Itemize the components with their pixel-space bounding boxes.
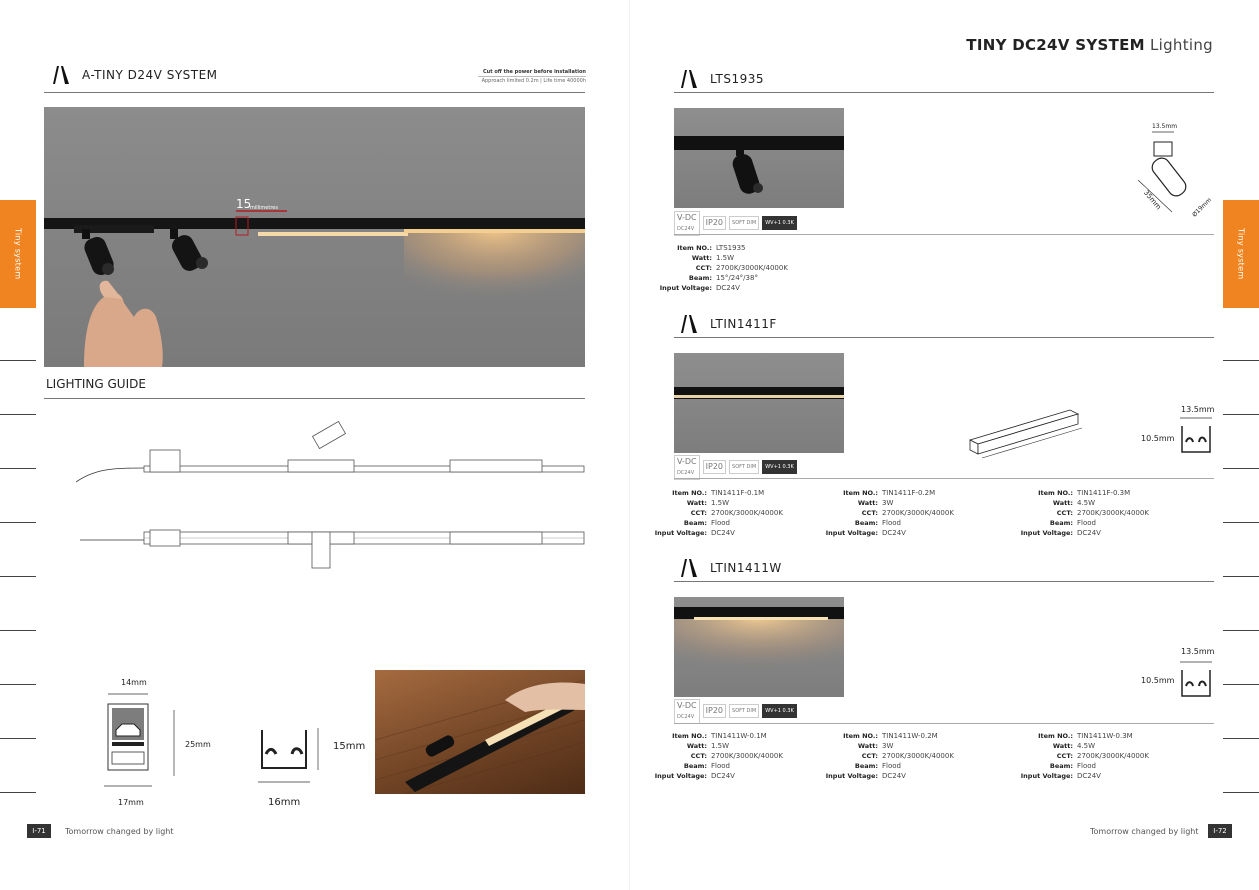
- lts1935-illustration: [674, 108, 844, 208]
- spec-row: [643, 771, 783, 781]
- right-tick: [1223, 468, 1259, 469]
- ip-badge: IP20: [703, 216, 726, 230]
- spec-key: Input Voltage:: [825, 529, 878, 537]
- spec-value: 4.5W: [1077, 742, 1096, 750]
- left-side-tab-label: Tiny system: [13, 228, 23, 280]
- spec-key: Item NO.:: [672, 489, 707, 497]
- spec-value: DC24V: [882, 772, 906, 780]
- ltin1411f-dim-w: 13.5mm: [1181, 405, 1215, 414]
- ltin1411w-illustration: [674, 597, 844, 697]
- right-page-title: [966, 36, 1213, 54]
- notice-line-2: Approach limited 0.2m | Life time 40000h: [478, 76, 586, 85]
- product-rule: [674, 337, 1214, 338]
- section-title: A-TINY D24V SYSTEM: [82, 68, 218, 82]
- spec-value: Flood: [882, 519, 901, 527]
- brand-logo-icon: [678, 557, 700, 579]
- spec-key: CCT:: [690, 509, 707, 517]
- install-notice: [478, 68, 586, 85]
- spec-value: LTS1935: [716, 244, 746, 252]
- spec-key: Input Voltage:: [1020, 772, 1073, 780]
- right-tick: [1223, 630, 1259, 631]
- spread-divider: [629, 0, 630, 890]
- spec-key: Beam:: [1049, 762, 1073, 770]
- right-tick: [1223, 414, 1259, 415]
- spec-row: [1009, 528, 1149, 538]
- spec-value: 2700K/3000K/4000K: [882, 509, 954, 517]
- spec-key: Watt:: [686, 742, 707, 750]
- spec-value: 2700K/3000K/4000K: [882, 752, 954, 760]
- spec-value: Flood: [1077, 519, 1096, 527]
- spec-value: Flood: [711, 519, 730, 527]
- lighting-guide-title: LIGHTING GUIDE: [46, 377, 146, 391]
- right-tick: [1223, 522, 1259, 523]
- spec-key: CCT:: [1056, 509, 1073, 517]
- product-header-ltin1411w: [678, 557, 782, 579]
- spec-key: Watt:: [857, 499, 878, 507]
- vdc-badge: [674, 455, 700, 480]
- ltin1411f-spec-2: [814, 488, 954, 538]
- spec-rule: [674, 234, 1214, 235]
- spec-key: CCT:: [861, 752, 878, 760]
- product-rule: [674, 92, 1214, 93]
- channel-section-drawing: [256, 724, 326, 790]
- product-header-ltin1411f: [678, 313, 777, 335]
- vdc-badge: [674, 211, 700, 236]
- spec-row: [814, 751, 954, 761]
- spec-key: Input Voltage:: [1020, 529, 1073, 537]
- title-bold: TINY DC24V SYSTEM: [966, 36, 1145, 54]
- dim-badge: SOFT DIM: [729, 460, 759, 474]
- ltin1411w-section: [1176, 658, 1216, 698]
- profile-bottom-dim: 17mm: [118, 798, 144, 807]
- spec-key: Beam:: [683, 519, 707, 527]
- header-rule: [44, 92, 585, 93]
- channel-bottom-dim: 16mm: [268, 797, 301, 808]
- left-section-header: [50, 64, 218, 86]
- left-tick: [0, 468, 36, 469]
- vdc-badge-label: V-DC: [677, 456, 697, 466]
- hero-label-small: millimetres: [250, 205, 278, 211]
- spec-value: 1.5W: [716, 254, 735, 262]
- energy-badge: WV+1 0.3K: [762, 216, 797, 230]
- right-tick: [1223, 360, 1259, 361]
- spec-key: Beam:: [688, 274, 712, 282]
- brand-logo-icon: [678, 313, 700, 335]
- ltin1411f-spec-3: [1009, 488, 1149, 538]
- ltin1411w-photo: [674, 597, 844, 697]
- ltin1411f-illustration: [674, 353, 844, 453]
- wood-illustration: [375, 670, 585, 794]
- spec-row: [814, 518, 954, 528]
- vdc-badge-sub: DC24V: [677, 225, 695, 232]
- spec-row: [814, 508, 954, 518]
- spec-row: [643, 731, 783, 741]
- spec-value: 3W: [882, 499, 894, 507]
- hero-photo: [44, 107, 585, 367]
- spec-key: Item NO.:: [843, 489, 878, 497]
- lts1935-spec: [648, 243, 788, 293]
- spec-key: Item NO.:: [1038, 732, 1073, 740]
- spec-row: [643, 761, 783, 771]
- spec-value: TIN1411W-0.1M: [711, 732, 767, 740]
- right-tick: [1223, 576, 1259, 577]
- spec-value: Flood: [711, 762, 730, 770]
- ltin1411f-3d-drawing: [966, 404, 1086, 464]
- spec-row: [648, 263, 788, 273]
- spec-value: TIN1411F-0.3M: [1077, 489, 1131, 497]
- right-tick: [1223, 792, 1259, 793]
- badge-row: [674, 212, 797, 234]
- spec-key: CCT:: [695, 264, 712, 272]
- spec-value: DC24V: [1077, 529, 1101, 537]
- spec-key: Beam:: [683, 762, 707, 770]
- energy-badge: WV+1 0.3K: [762, 460, 797, 474]
- spec-row: [643, 751, 783, 761]
- left-tick: [0, 360, 36, 361]
- spec-value: 1.5W: [711, 499, 730, 507]
- spec-row: [814, 741, 954, 751]
- spec-value: 1.5W: [711, 742, 730, 750]
- vdc-badge-sub: DC24V: [677, 469, 695, 476]
- spec-value: 15°/24°/38°: [716, 274, 758, 282]
- spec-value: TIN1411W-0.2M: [882, 732, 938, 740]
- spec-key: Item NO.:: [672, 732, 707, 740]
- ltin1411w-spec-3: [1009, 731, 1149, 781]
- brand-logo-icon: [678, 68, 700, 90]
- spec-row: [1009, 751, 1149, 761]
- spec-row: [1009, 741, 1149, 751]
- spec-value: 4.5W: [1077, 499, 1096, 507]
- ltin1411f-section: [1176, 414, 1216, 454]
- badge-row: [674, 700, 797, 722]
- spec-value: 2700K/3000K/4000K: [1077, 509, 1149, 517]
- product-title: LTIN1411W: [710, 561, 782, 575]
- right-tick: [1223, 684, 1259, 685]
- ip-badge: IP20: [703, 704, 726, 718]
- spec-row: [814, 488, 954, 498]
- left-tick: [0, 522, 36, 523]
- spec-value: 2700K/3000K/4000K: [711, 509, 783, 517]
- profile-side-dim: 25mm: [185, 740, 211, 749]
- spec-key: Beam:: [854, 519, 878, 527]
- hero-illustration: [44, 107, 585, 367]
- spec-row: [1009, 731, 1149, 741]
- spec-row: [814, 731, 954, 741]
- left-tick: [0, 792, 36, 793]
- spec-key: Input Voltage:: [659, 284, 712, 292]
- left-footer-text: Tomorrow changed by light: [65, 827, 174, 836]
- spec-row: [1009, 771, 1149, 781]
- spec-key: Input Voltage:: [654, 772, 707, 780]
- spec-row: [648, 253, 788, 263]
- ltin1411w-dim-w: 13.5mm: [1181, 647, 1215, 656]
- spec-key: Watt:: [1052, 742, 1073, 750]
- spec-rule: [674, 723, 1214, 724]
- spec-row: [1009, 488, 1149, 498]
- spec-value: Flood: [882, 762, 901, 770]
- vdc-badge-label: V-DC: [677, 212, 697, 222]
- spec-value: 2700K/3000K/4000K: [711, 752, 783, 760]
- product-rule: [674, 581, 1214, 582]
- spec-value: DC24V: [882, 529, 906, 537]
- wood-installation-photo: [375, 670, 585, 794]
- spec-value: 2700K/3000K/4000K: [1077, 752, 1149, 760]
- spec-row: [648, 273, 788, 283]
- right-side-tab: [1223, 200, 1259, 308]
- spec-row: [648, 283, 788, 293]
- product-title: LTS1935: [710, 72, 765, 86]
- right-page-number: I-72: [1208, 824, 1232, 838]
- spec-row: [648, 243, 788, 253]
- ltin1411f-photo: [674, 353, 844, 453]
- product-header-lts1935: [678, 68, 764, 90]
- spec-row: [814, 771, 954, 781]
- hero-label-big: 15: [236, 197, 252, 211]
- lts-dim-c: Ø19mm: [1191, 196, 1214, 219]
- left-tick: [0, 684, 36, 685]
- ltin1411w-dim-h: 10.5mm: [1141, 676, 1175, 685]
- spec-row: [1009, 761, 1149, 771]
- spec-value: Flood: [1077, 762, 1096, 770]
- right-footer-text: Tomorrow changed by light: [1090, 827, 1199, 836]
- ltin1411w-spec-2: [814, 731, 954, 781]
- spec-value: DC24V: [1077, 772, 1101, 780]
- spec-value: TIN1411F-0.2M: [882, 489, 936, 497]
- title-light: Lighting: [1149, 36, 1213, 54]
- spec-key: Input Voltage:: [654, 529, 707, 537]
- spec-key: Item NO.:: [1038, 489, 1073, 497]
- lts1935-photo: [674, 108, 844, 208]
- dim-badge: SOFT DIM: [729, 216, 759, 230]
- product-title: LTIN1411F: [710, 317, 777, 331]
- right-side-tab-label: Tiny system: [1236, 228, 1246, 280]
- spec-key: Watt:: [857, 742, 878, 750]
- energy-badge: WV+1 0.3K: [762, 704, 797, 718]
- vdc-badge: [674, 699, 700, 724]
- spec-row: [643, 741, 783, 751]
- spec-value: 2700K/3000K/4000K: [716, 264, 788, 272]
- spec-row: [643, 498, 783, 508]
- spec-value: DC24V: [716, 284, 740, 292]
- spec-row: [1009, 518, 1149, 528]
- spec-rule: [674, 478, 1214, 479]
- guide-rule: [44, 398, 585, 399]
- spec-value: TIN1411F-0.1M: [711, 489, 765, 497]
- spec-key: Beam:: [1049, 519, 1073, 527]
- spec-row: [814, 498, 954, 508]
- spec-value: DC24V: [711, 529, 735, 537]
- vdc-badge-sub: DC24V: [677, 713, 695, 720]
- spec-row: [643, 488, 783, 498]
- lts-dim-b: 35mm: [1141, 188, 1163, 212]
- left-side-tab: [0, 200, 36, 308]
- spec-row: [1009, 498, 1149, 508]
- left-tick: [0, 576, 36, 577]
- spec-row: [1009, 508, 1149, 518]
- brand-logo-icon: [50, 64, 72, 86]
- spec-row: [643, 508, 783, 518]
- spec-row: [814, 528, 954, 538]
- lighting-guide-diagram: [76, 420, 588, 580]
- spec-key: Watt:: [691, 254, 712, 262]
- spec-row: [643, 518, 783, 528]
- ltin1411f-spec-1: [643, 488, 783, 538]
- ltin1411w-spec-1: [643, 731, 783, 781]
- ip-badge: IP20: [703, 460, 726, 474]
- channel-side-dim: 15mm: [333, 741, 366, 752]
- notice-line-1: Cut off the power before installation: [483, 69, 586, 75]
- left-tick: [0, 630, 36, 631]
- lts-dim-a: 13.5mm: [1152, 123, 1178, 130]
- spec-key: CCT:: [1056, 752, 1073, 760]
- spec-key: Watt:: [1052, 499, 1073, 507]
- vdc-badge-label: V-DC: [677, 700, 697, 710]
- spec-key: Input Voltage:: [825, 772, 878, 780]
- dim-badge: SOFT DIM: [729, 704, 759, 718]
- spec-value: DC24V: [711, 772, 735, 780]
- spec-key: Beam:: [854, 762, 878, 770]
- left-tick: [0, 738, 36, 739]
- profile-top-dim: 14mm: [121, 678, 147, 687]
- right-tick: [1223, 738, 1259, 739]
- spec-row: [643, 528, 783, 538]
- spec-key: Item NO.:: [677, 244, 712, 252]
- spec-key: CCT:: [861, 509, 878, 517]
- spec-value: 3W: [882, 742, 894, 750]
- left-tick: [0, 414, 36, 415]
- spec-row: [814, 761, 954, 771]
- ltin1411f-dim-h: 10.5mm: [1141, 434, 1175, 443]
- left-page-number: I-71: [27, 824, 51, 838]
- spec-key: Watt:: [686, 499, 707, 507]
- spec-key: Item NO.:: [843, 732, 878, 740]
- spec-key: CCT:: [690, 752, 707, 760]
- badge-row: [674, 456, 797, 478]
- spec-value: TIN1411W-0.3M: [1077, 732, 1133, 740]
